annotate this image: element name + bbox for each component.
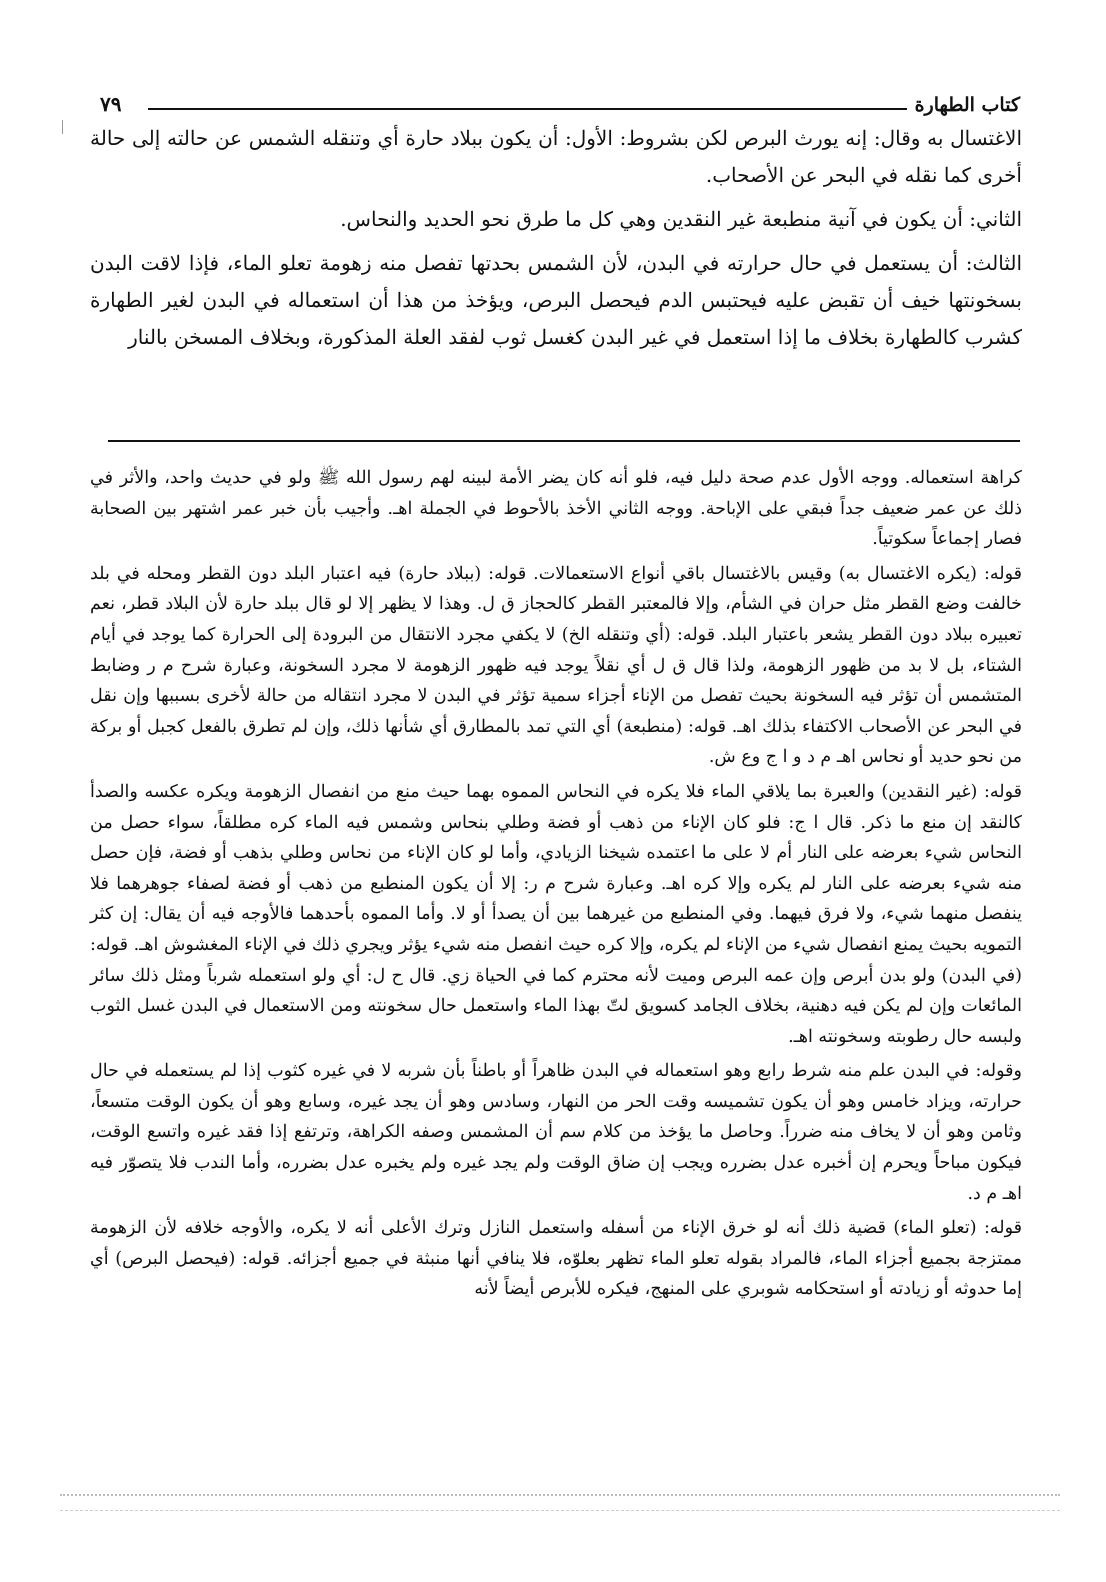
commentary-paragraph: وقوله: في البدن علم منه شرط رابع وهو استعماله في البدن ظاهراً أو باطناً بأن شربه لا في غيره كثوب إذا لم يستعمله في حال حرارته، ويزاد خامس وهو أن يكون تشميسه وقت الحر من النهار، وسادس وهو أن يجد غيره، وسابع وهو أن يكون الوقت متسعاً، وثامن وهو أن لا يخاف منه ضرراً. وحاصل ما يؤخذ من كلام سم أن المشمس وصفه الكراهة، وترتفع إذا فقد غيره واتسع الوقت، فيكون مباحاً ويحرم إن أخبره عدل بضرره ويجب إن ضاق الوقت ولم يجد غيره ولم يخبره عدل بضرره، وأما الندب فلا يتصوّر فيه اهـ م د. [90, 1061, 1022, 1204]
scan-bottom-edge [60, 1494, 1060, 1511]
main-text [90, 120, 1022, 363]
commentary-paragraph: قوله: (غير النقدين) والعبرة بما يلاقي الماء فلا يكره في النحاس المموه بهما حيث منع من انفصال الزهومة ويكره عكسه والصدأ كالنقد إن منع ما ذكر. قال ا ج: فلو كان الإناء من ذهب أو فضة وطلي بنحاس وشمس فيه الماء كره مطلقاً، سواء حصل من النحاس شيء بعرضه على النار أم لا على ما اعتمده شيخنا الزيادي، وأما لو كان الإناء من نحاس وطلي بذهب أو فضة، فإن حصل منه شيء بعرضه على النار لم يكره وإلا كره اهـ. وعبارة شرح م ر: إلا أن يكون المنطبع من ذهب أو فضة لصفاء جوهرهما فلا ينفصل منهما شيء، ولا فرق فيهما. وفي المنطبع من غيرهما بين أن يصدأ أو لا. وأما المموه بأحدهما فالأوجه فيه أن يقال: إن كثر التمويه بحيث يمنع انفصال شيء من الإناء لم يكره، وإلا كره حيث انفصل منه شيء يؤثر ويجري ذلك في الإناء المغشوش اهـ. قوله: (في البدن) ولو بدن أبرص وإن عمه البرص وميت لأنه محترم كما في الحياة زي. قال ح ل: أي ولو استعمله شرباً ومثل ذلك سائر المائعات وإن لم يكن فيه دهنية، بخلاف الجامد كسويق لتّ بهذا الماء واستعمل حال سخونته ومن الاستعمال في البدن غسل الثوب ولبسه حال رطوبته وسخونته اهـ. [90, 781, 1022, 1047]
commentary-paragraph: قوله: (تعلو الماء) قضية ذلك أنه لو خرق الإناء من أسفله واستعمل النازل وترك الأعلى أنه لا يكره، والأوجه خلافه لأن الزهومة ممتزجة بجميع أجزاء الماء، فالمراد بقوله تعلو الماء تظهر بعلوّه، فلا ينافي أنها منبثة في جميع أجزائه. قوله: (فيحصل البرص) أي إما حدوثه أو زيادته أو استحكامه شوبري على المنهج، فيكره للأبرص أيضاً لأنه [90, 1218, 1022, 1300]
page-header [100, 86, 1020, 116]
commentary-paragraph: كراهة استعماله. ووجه الأول عدم صحة دليل فيه، فلو أنه كان يضر الأمة لبينه لهم رسول الله ﷺ ولو في حديث واحد، والأثر في ذلك عن عمر ضعيف جداً فبقي على الإباحة. ووجه الثاني الأخذ بالأحوط في الجملة اهـ. وأجيب بأن خبر عمر اشتهر بين الصحابة فصار إجماعاً سكوتياً. [90, 468, 1022, 550]
page-number: ٧٩ [100, 92, 122, 116]
book-title: كتاب الطهارة [914, 94, 1020, 116]
commentary-paragraph: قوله: (يكره الاغتسال به) وقيس بالاغتسال باقي أنواع الاستعمالات. قوله: (ببلاد حارة) فيه اعتبار البلد دون القطر ومحله في بلد خالفت وضع القطر مثل حران في الشأم، وإلا فالمعتبر القطر كالحجاز ق ل. وهذا لا يظهر إلا لو قال ببلد حارة لأن البلاد قطر، نعم تعبيره ببلاد دون القطر يشعر باعتبار البلد. قوله: (أي وتنقله الخ) لا يكفي مجرد الانتقال من البرودة إلى الحرارة كما يوجد في أيام الشتاء، بل لا بد من ظهور الزهومة، ولذا قال ق ل أي نقلاً يوجد فيه ظهور الزهومة لا مجرد السخونة، وعبارة شرح م ر وضابط المتشمس أن تؤثر فيه السخونة بحيث تفصل من الإناء أجزاء سمية تؤثر في البدن لا مجرد انتقاله من حالة لأخرى بسببها وإن نقل في البحر عن الأصحاب الاكتفاء بذلك اهـ. قوله: (منطبعة) أي التي تمد بالمطارق أي شأنها ذلك، وإن لم تطرق بالفعل كجبل أو بركة من نحو حديد أو نحاس اهـ م د و ا ج وع ش. [90, 563, 1022, 768]
main-paragraph: الاغتسال به وقال: إنه يورث البرص لكن بشروط: الأول: أن يكون ببلاد حارة أي وتنقله الشمس عن حالته إلى حالة أخرى كما نقله في البحر عن الأصحاب. [90, 126, 1022, 187]
main-paragraph: الثالث: أن يستعمل في حال حرارته في البدن، لأن الشمس بحدتها تفصل منه زهومة تعلو الماء، فإذا لاقت البدن بسخونتها خيف أن تقبض عليه فيحتبس الدم فيحصل البرص، ويؤخذ من هذا أن استعماله في البدن لغير الطهارة كشرب كالطهارة بخلاف ما إذا استعمل في غير البدن كغسل ثوب لفقد العلة المذكورة، وبخلاف المسخن بالنار [90, 251, 1022, 349]
footnote-divider [108, 440, 1020, 442]
main-paragraph: الثاني: أن يكون في آنية منطبعة غير النقدين وهي كل ما طرق نحو الحديد والنحاس. [340, 207, 1022, 231]
margin-mark [62, 120, 67, 134]
header-rule [148, 108, 907, 110]
commentary-text [90, 463, 1022, 1309]
